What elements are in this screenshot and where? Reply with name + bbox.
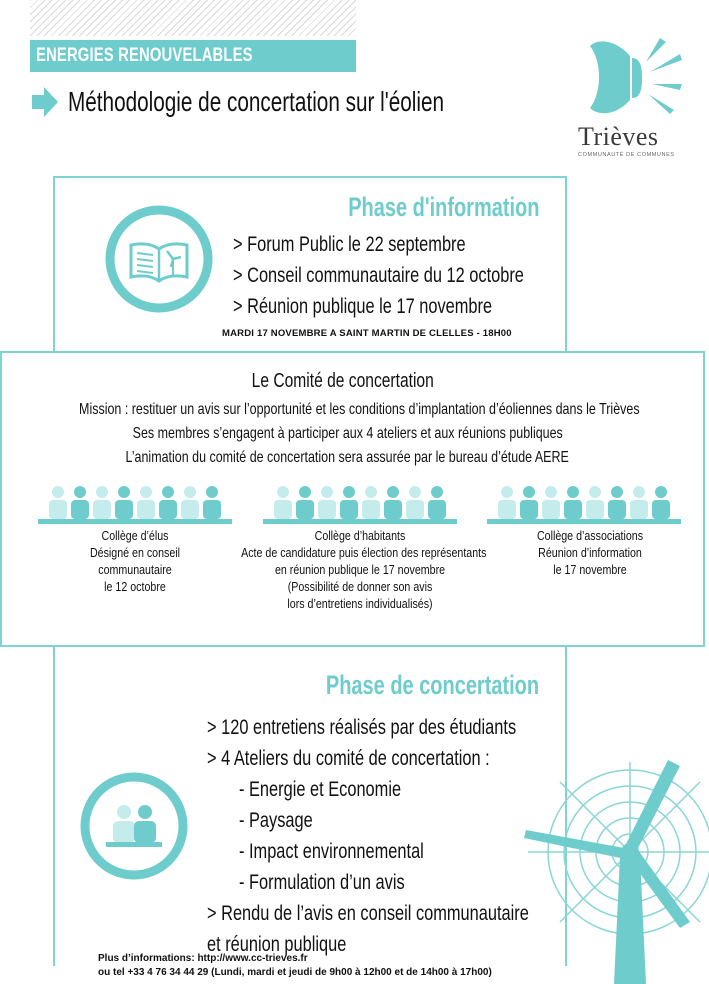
concertation-sub-3: - Impact environnemental	[239, 840, 424, 863]
comite-mission: Mission : restituer un avis sur l’opportunité et les conditions d’implantation d’éoliennes dans le Trièves	[79, 401, 640, 418]
college-associations: Collège d’associations Réunion d’information le 17 novembre	[536, 528, 644, 577]
info-item-3: > Réunion publique le 17 novembre	[233, 295, 493, 318]
comite-line-3: L’animation du comité de concertation sera assurée par le bureau d’étude AERE	[125, 449, 570, 466]
concertation-item-3: > Rendu de l’avis en conseil communautaire	[207, 902, 529, 925]
info-note: MARDI 17 NOVEMBRE A SAINT MARTIN DE CLELLES - 18H00	[222, 328, 512, 339]
two-people-icon	[78, 770, 190, 882]
wind-turbine-icon	[520, 752, 709, 984]
concertation-item-4: et réunion publique	[207, 933, 347, 956]
header-hatch-pattern	[30, 0, 356, 36]
people-group-habitants-icon	[263, 483, 457, 525]
arrow-right-icon	[32, 87, 58, 117]
category-label: ENERGIES RENOUVELABLES	[36, 45, 253, 66]
people-group-associations-icon	[487, 483, 681, 525]
info-item-1: > Forum Public le 22 septembre	[233, 233, 466, 256]
comite-title: Le Comité de concertation	[251, 370, 434, 392]
phase-information-title: Phase d'information	[347, 192, 539, 222]
concertation-sub-2: - Paysage	[239, 809, 313, 832]
category-banner	[30, 40, 356, 72]
college-elus: Collège d’élus Désigné en conseil communautaire le 12 octobre	[89, 528, 181, 594]
people-group-elus-icon	[38, 483, 232, 525]
page-title: Méthodologie de concertation sur l'éolien	[68, 86, 445, 117]
comite-line-2: Ses membres s’engagent à participer aux 4 ateliers et aux réunions publiques	[132, 425, 563, 442]
footer-phone-line: ou tel +33 4 76 34 44 29 (Lundi, mardi et jeudi de 9h00 à 12h00 et de 14h00 à 17h00)	[98, 967, 492, 978]
phase-concertation-title: Phase de concertation	[325, 670, 539, 700]
info-item-2: > Conseil communautaire du 12 octobre	[233, 264, 524, 287]
concertation-sub-1: - Energie et Economie	[239, 778, 402, 801]
logo-subtitle: COMMUNAUTÉ DE COMMUNES	[578, 152, 675, 158]
concertation-item-1: > 120 entretiens réalisés par des étudiants	[207, 716, 517, 739]
logo-name: Trièves	[578, 122, 659, 151]
concertation-item-2: > 4 Ateliers du comité de concertation :	[207, 747, 490, 770]
college-habitants: Collège d’habitants Acte de candidature puis élection des représentants en réunion publique le 17 novembre (Possibilité de donner son avis lors d’entretiens individualisés)	[241, 528, 487, 611]
book-wind-icon	[103, 203, 215, 315]
concertation-sub-4: - Formulation d’un avis	[239, 871, 405, 894]
footer-info-line: Plus d’informations: http://www.cc-trieves.fr	[98, 953, 308, 964]
